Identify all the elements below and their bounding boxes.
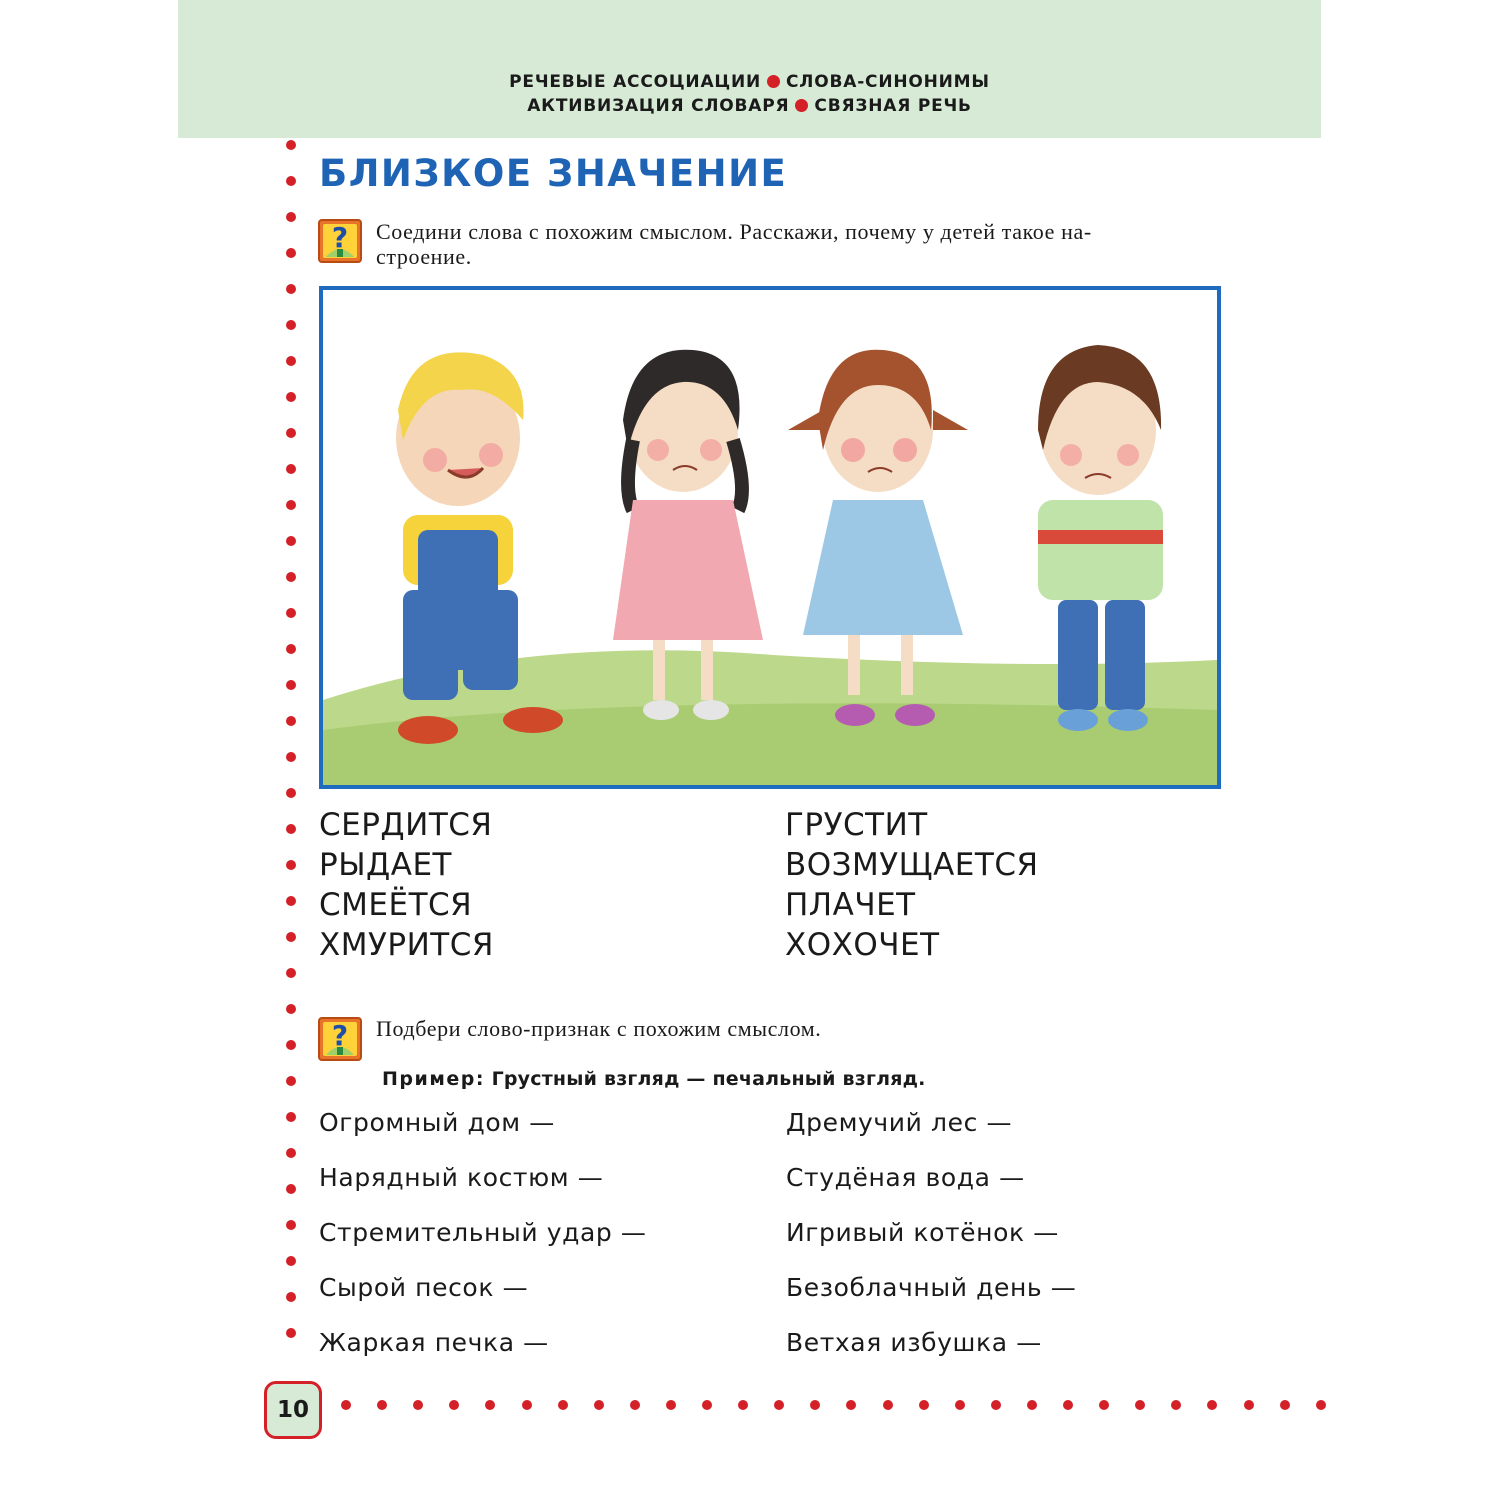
phrase-item: Нарядный костюм — <box>319 1163 604 1192</box>
word-item: СЕРДИТСЯ <box>319 807 493 843</box>
header-topic-speech-associations: РЕЧЕВЫЕ АССОЦИАЦИИ <box>509 72 762 92</box>
border-dot <box>449 1400 459 1410</box>
border-dot <box>286 680 296 690</box>
word-item: ВОЗМУЩАЕТСЯ <box>785 847 1039 883</box>
phrase-item: Жаркая печка — <box>319 1328 549 1357</box>
border-dot <box>810 1400 820 1410</box>
example-text: Грустный взгляд — печальный взгляд. <box>491 1068 926 1090</box>
border-dot <box>286 284 296 294</box>
border-dot <box>558 1400 568 1410</box>
example-label: Пример: <box>382 1068 485 1090</box>
page-number: 10 <box>264 1381 322 1439</box>
phrase-item: Студёная вода — <box>786 1163 1025 1192</box>
example-line <box>382 1068 926 1090</box>
phrase-item: Огромный дом — <box>319 1108 555 1137</box>
border-dot <box>286 176 296 186</box>
border-dot <box>286 932 296 942</box>
border-dot <box>341 1400 351 1410</box>
border-dot <box>1244 1400 1254 1410</box>
border-dot <box>1063 1400 1073 1410</box>
border-dot <box>738 1400 748 1410</box>
border-dot <box>286 752 296 762</box>
border-dot <box>702 1400 712 1410</box>
border-dot <box>485 1400 495 1410</box>
header-topic-coherent-speech: СВЯЗНАЯ РЕЧЬ <box>814 96 972 116</box>
border-dot <box>286 212 296 222</box>
phrases-right-column <box>786 1108 1076 1383</box>
border-dot <box>286 1004 296 1014</box>
header-topic-synonyms: СЛОВА-СИНОНИМЫ <box>786 72 990 92</box>
border-dot <box>286 248 296 258</box>
header-line-1 <box>178 72 1321 92</box>
phrase-item: Ветхая избушка — <box>786 1328 1042 1357</box>
border-dot <box>1135 1400 1145 1410</box>
phrase-item: Безоблачный день — <box>786 1273 1077 1302</box>
border-dot <box>522 1400 532 1410</box>
words-left-column <box>319 805 494 965</box>
border-dot <box>774 1400 784 1410</box>
header-bullet <box>795 99 808 112</box>
border-dot <box>286 356 296 366</box>
phrase-item: Сырой песок — <box>319 1273 529 1302</box>
border-dot <box>286 860 296 870</box>
word-item: ХОХОЧЕТ <box>785 927 940 963</box>
question-icon <box>318 1017 362 1061</box>
border-dot <box>630 1400 640 1410</box>
border-dot <box>286 968 296 978</box>
words-right-column <box>785 805 1039 965</box>
border-dot <box>286 1112 296 1122</box>
border-dot <box>286 1076 296 1086</box>
border-dot <box>286 536 296 546</box>
border-dot <box>286 1328 296 1338</box>
border-dot <box>286 896 296 906</box>
word-item: ПЛАЧЕТ <box>785 887 916 923</box>
header-bullet <box>767 75 780 88</box>
phrases-left-column <box>319 1108 647 1383</box>
children-illustration-art <box>323 290 1217 785</box>
border-dot <box>286 1220 296 1230</box>
border-dot <box>286 1040 296 1050</box>
border-dot <box>286 1148 296 1158</box>
svg-text:?: ? <box>331 221 349 254</box>
border-dot <box>286 320 296 330</box>
phrase-item: Дремучий лес — <box>786 1108 1013 1137</box>
border-dot <box>594 1400 604 1410</box>
phrase-item: Стремительный удар — <box>319 1218 647 1247</box>
word-item: СМЕЁТСЯ <box>319 887 473 923</box>
border-dot <box>286 464 296 474</box>
phrase-item: Игривый котёнок — <box>786 1218 1059 1247</box>
task1-line1: Соедини слова с похожим смыслом. Расскажи, почему у детей такое на- <box>376 219 1092 244</box>
question-icon <box>318 219 362 263</box>
border-dot <box>1280 1400 1290 1410</box>
border-dot <box>919 1400 929 1410</box>
border-dot <box>286 1184 296 1194</box>
word-item: ХМУРИТСЯ <box>319 927 494 963</box>
border-dot <box>286 1292 296 1302</box>
border-dot <box>286 140 296 150</box>
border-dot <box>413 1400 423 1410</box>
header-line-2 <box>178 96 1321 116</box>
border-dot <box>286 428 296 438</box>
border-dot <box>1207 1400 1217 1410</box>
header-band <box>178 0 1321 138</box>
border-dot <box>1171 1400 1181 1410</box>
border-dot <box>286 644 296 654</box>
border-dot <box>1027 1400 1037 1410</box>
border-dot <box>286 572 296 582</box>
border-dot <box>1316 1400 1326 1410</box>
task2-instruction: Подбери слово-признак с похожим смыслом. <box>376 1016 822 1041</box>
task1-line2: строение. <box>376 244 472 269</box>
border-dot <box>286 1256 296 1266</box>
header-topic-vocabulary: АКТИВИЗАЦИЯ СЛОВАРЯ <box>527 96 790 116</box>
word-item: РЫДАЕТ <box>319 847 452 883</box>
border-dot <box>286 788 296 798</box>
children-illustration <box>319 286 1221 789</box>
border-dot <box>286 716 296 726</box>
border-dot <box>666 1400 676 1410</box>
border-dot <box>1099 1400 1109 1410</box>
svg-text:?: ? <box>331 1019 349 1052</box>
border-dot <box>883 1400 893 1410</box>
page-title: БЛИЗКОЕ ЗНАЧЕНИЕ <box>319 152 788 195</box>
border-dot <box>377 1400 387 1410</box>
border-dot <box>991 1400 1001 1410</box>
border-dot <box>846 1400 856 1410</box>
task1-instruction <box>376 219 1092 269</box>
border-dot <box>286 824 296 834</box>
border-dot <box>286 392 296 402</box>
border-dot <box>955 1400 965 1410</box>
border-dot <box>286 608 296 618</box>
word-item: ГРУСТИТ <box>785 807 928 843</box>
border-dot <box>286 500 296 510</box>
